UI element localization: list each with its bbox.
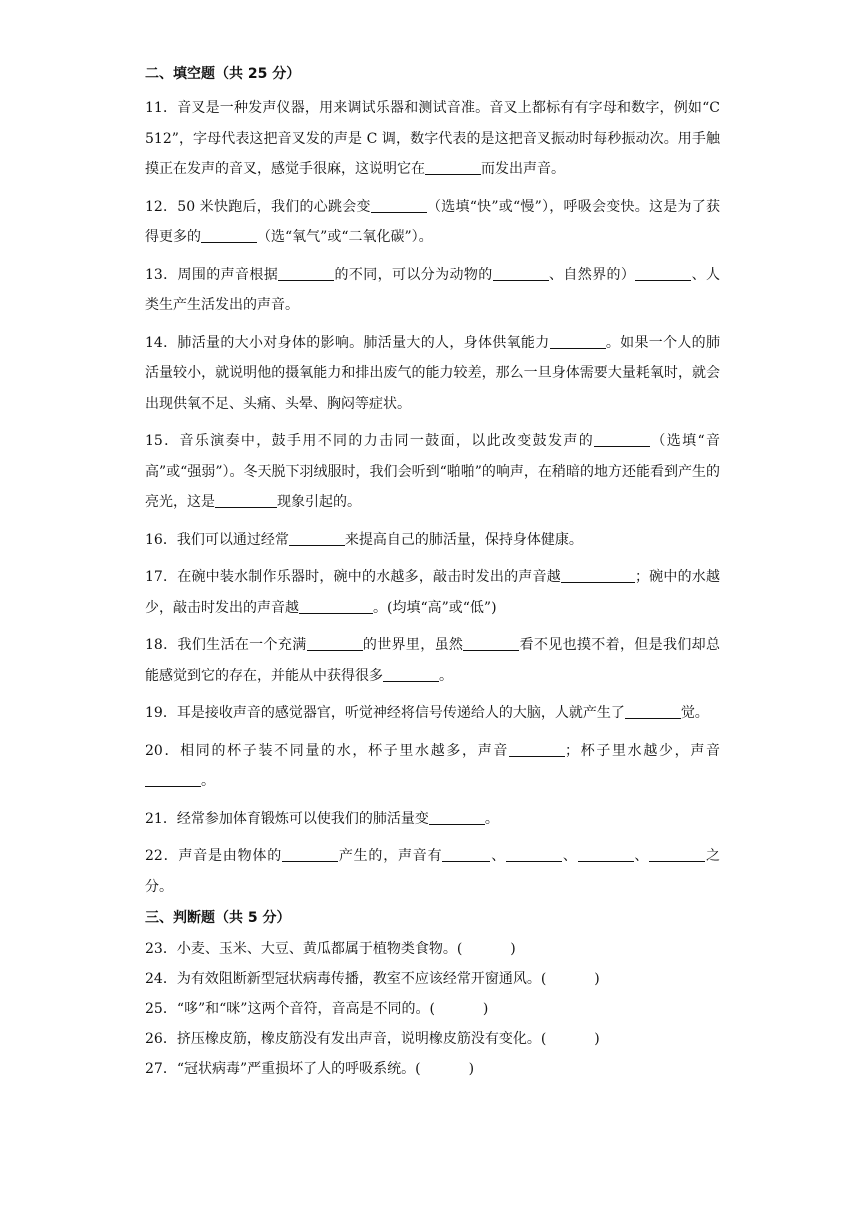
question-18 [145, 630, 720, 691]
answer-blank[interactable] [429, 810, 485, 825]
answer-blank[interactable] [278, 266, 334, 281]
answer-blank[interactable] [383, 667, 439, 682]
question-25 [145, 997, 720, 1021]
question-text: 18．我们生活在一个充满 [145, 637, 307, 653]
answer-blank[interactable] [201, 228, 257, 243]
answer-blank[interactable] [442, 847, 490, 862]
section-title-true-false: 三、判断题（共 5 分） [145, 910, 291, 926]
question-text: 来提高自己的肺活量，保持身体健康。 [344, 531, 583, 548]
question-text: 21．经常参加体育锻炼可以使我们的肺活量变 [145, 810, 429, 827]
question-20 [145, 736, 720, 797]
question-text: 。 [439, 667, 453, 684]
question-text: 26．挤压橡皮筋，橡皮筋没有发出声音，说明橡皮筋没有变化。( [145, 1031, 547, 1047]
question-21 [145, 804, 720, 835]
question-text: 25．“哆”和“咪”这两个音符，音高是不同的。( [145, 1001, 435, 1017]
answer-blank[interactable] [463, 636, 519, 651]
answer-blank[interactable] [493, 266, 549, 281]
answer-blank[interactable] [425, 160, 481, 175]
question-17 [145, 562, 720, 623]
question-23 [145, 937, 720, 961]
question-text: 。 [201, 773, 215, 789]
question-text: 22．声音是由物体的 [145, 848, 283, 864]
question-text: 16．我们可以通过经常 [145, 531, 289, 548]
question-13 [145, 260, 720, 321]
question-text: 而发出声音。 [481, 161, 565, 177]
question-text: 现象引起的。 [277, 494, 361, 510]
answer-blank[interactable] [289, 531, 345, 546]
section-title-fill-in: 二、填空题（共 25 分） [145, 66, 301, 82]
answer-blank[interactable] [625, 704, 681, 719]
question-text: 27．“冠状病毒”严重损坏了人的呼吸系统。( [145, 1061, 421, 1077]
question-text: （选填“音高”或“强弱”）。冬天脱下羽绒服时，我们会听到“啪啪”的响声，在稍暗的地方还能看到产生的亮光，这是 [145, 433, 720, 510]
closing-paren: ) [468, 1061, 475, 1077]
closing-paren: ) [510, 941, 516, 957]
question-text: 23．小麦、玉米、大豆、黄瓜都属于植物类食物。( [145, 941, 463, 957]
question-text: 20．相同的杯子装不同量的水，杯子里水越多，声音 [145, 742, 510, 759]
closing-paren: ) [594, 971, 600, 987]
answer-blank[interactable] [145, 772, 201, 787]
question-text: 的世界里，虽然 [362, 637, 464, 653]
question-11 [145, 93, 734, 185]
answer-blank[interactable] [371, 198, 427, 213]
question-12 [145, 192, 720, 253]
question-text: 。如果一个人的肺活量较小，就说明他的摄氧能力和排出废气的能力较差，那么一旦身体需要大量耗氧时，就会出现供氧不足、头痛、头晕、胸闷等症状。 [145, 334, 720, 412]
question-27 [145, 1057, 720, 1081]
exam-page [145, 66, 734, 1087]
question-text: （选“氧气”或“二氧化碳”）。 [257, 229, 433, 245]
question-text: 看不见也摸不着，但是我们却总能感觉到它的存在，并能从中获得很多 [145, 637, 721, 684]
answer-blank[interactable] [635, 266, 691, 281]
question-text: 之分。 [145, 848, 721, 895]
question-text: 、 [562, 848, 578, 864]
question-text: 17．在碗中装水制作乐器时，碗中的水越多，敲击时发出的声音越 [145, 569, 561, 585]
answer-blank[interactable] [307, 636, 363, 651]
question-text: 觉。 [680, 705, 709, 721]
closing-paren: ) [482, 1001, 489, 1017]
question-text: 产生的，声音有 [338, 848, 443, 864]
question-15 [145, 426, 720, 518]
question-text: 的不同，可以分为动物的 [334, 266, 493, 283]
answer-blank[interactable] [550, 334, 606, 349]
question-text: 15．音乐演奏中，鼓手用不同的力击同一鼓面，以此改变鼓发声的 [145, 433, 595, 449]
answer-blank[interactable] [506, 847, 562, 862]
answer-blank[interactable] [561, 568, 635, 583]
question-text: 13．周围的声音根据 [145, 266, 279, 283]
question-text: （选填“快”或“慢”），呼吸会变快。这是为了获得更多的 [145, 198, 720, 245]
question-text: 、 [490, 848, 507, 864]
answer-blank[interactable] [282, 847, 338, 862]
question-text: 12．50 米快跑后，我们的心跳会变 [145, 198, 371, 215]
question-26 [145, 1027, 720, 1051]
question-text: 、自然界的） [548, 266, 636, 283]
answer-blank[interactable] [649, 847, 705, 862]
question-text: ；杯子里水越少，声音 [565, 742, 720, 759]
answer-blank[interactable] [215, 493, 277, 508]
question-text: 11．音叉是一种发声仪器，用来调试乐器和测试音准。音叉上都标有有字母和数字，例如“C 512”，字母代表这把音叉发的声是 C 调，数字代表的是这把音叉振动时每秒振动次。用手触摸正在发声的音叉，感觉手很麻，这说明它在 [145, 100, 734, 177]
question-16 [145, 525, 720, 556]
question-text: 、人类生产生活发出的声音。 [145, 266, 720, 313]
question-14 [145, 328, 720, 420]
answer-blank[interactable] [578, 847, 634, 862]
question-text: ；碗中的水越少，敲击时发出的声音越 [145, 569, 720, 616]
question-19 [145, 698, 720, 729]
question-text: 24．为有效阻断新型冠状病毒传播，教室不应该经常开窗通风。( [145, 971, 547, 987]
question-22 [145, 841, 720, 902]
closing-paren: ) [594, 1031, 600, 1047]
question-text: 19．耳是接收声音的感觉器官，听觉神经将信号传递给人的大脑，人就产生了 [145, 705, 625, 721]
answer-blank[interactable] [509, 742, 565, 757]
question-24 [145, 967, 720, 991]
question-text: 14．肺活量的大小对身体的影响。肺活量大的人，身体供氧能力 [145, 334, 550, 351]
question-text: 。 [484, 810, 499, 827]
question-text: 、 [633, 848, 650, 864]
answer-blank[interactable] [299, 599, 373, 614]
question-text: 。(均填“高”或“低”) [373, 599, 497, 616]
answer-blank[interactable] [594, 432, 650, 447]
